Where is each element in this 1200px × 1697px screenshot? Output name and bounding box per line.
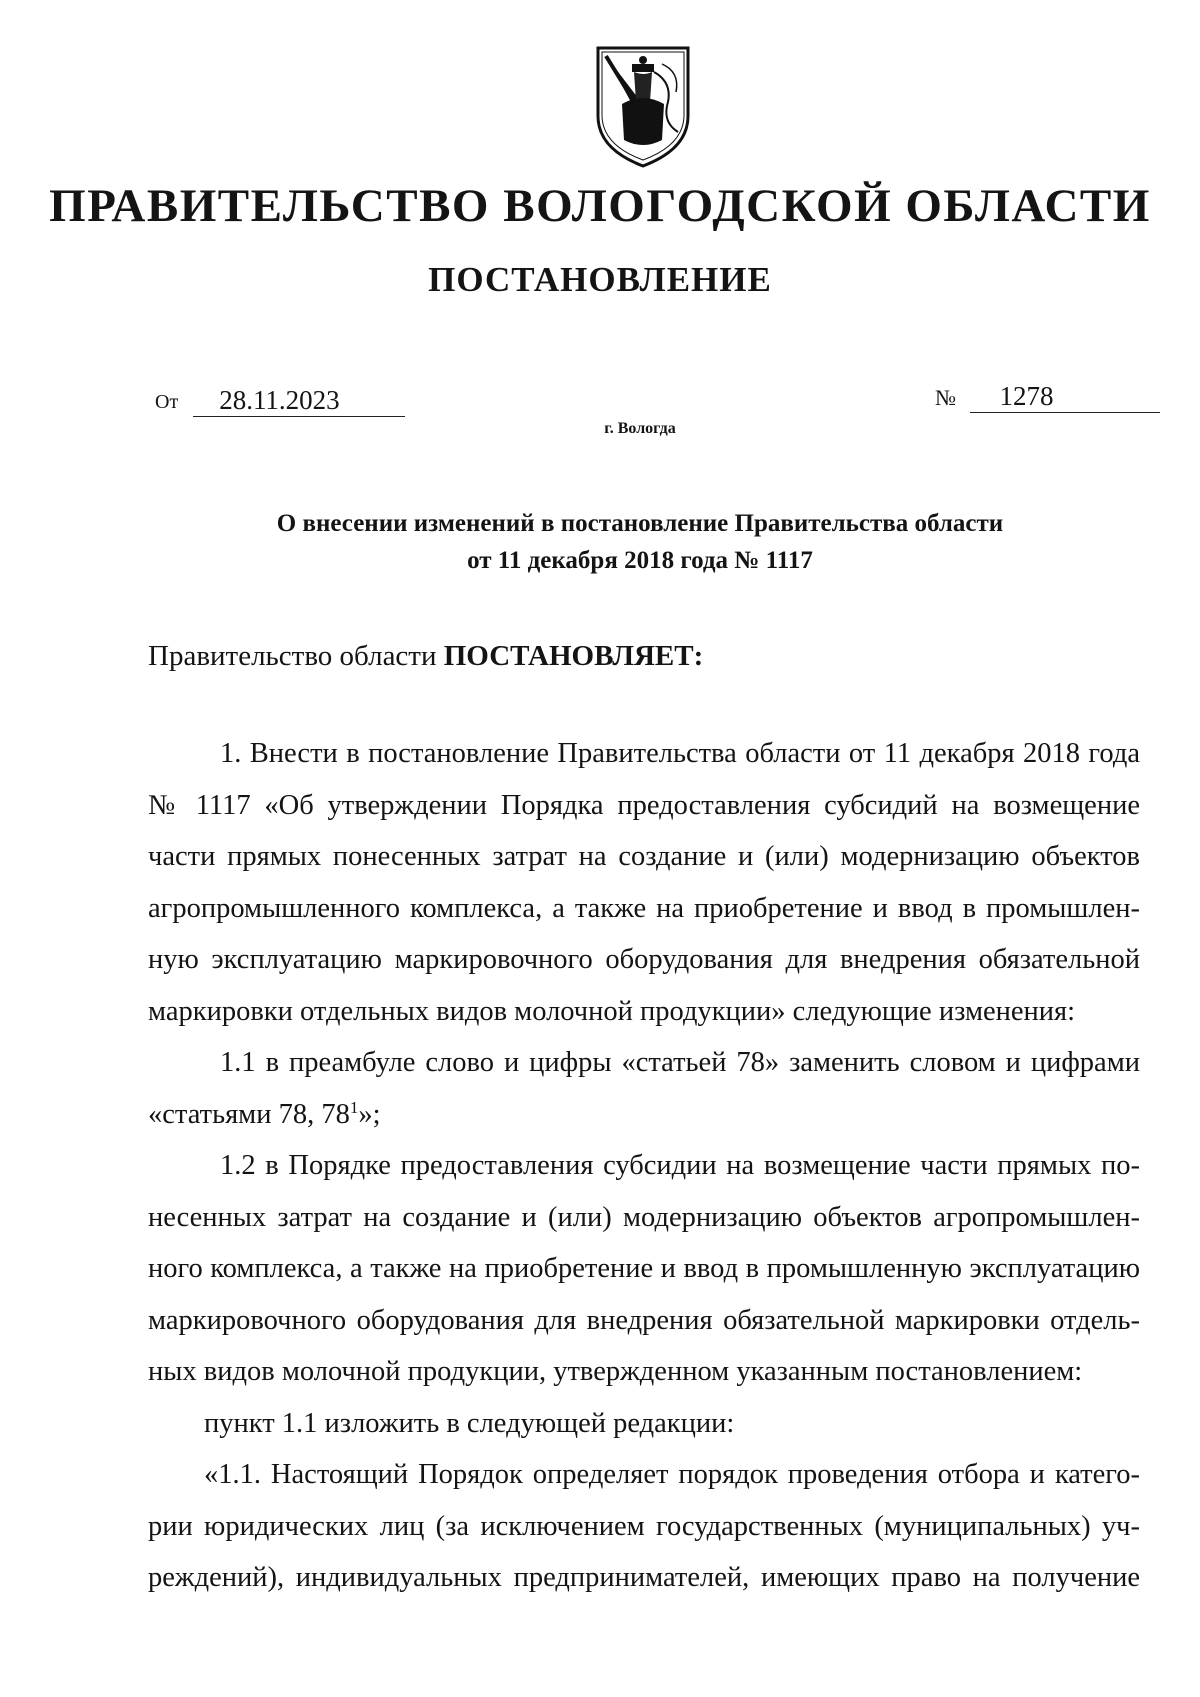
body-line: реждений), индивидуальных предпринимателей, имеющих право на получение	[148, 1562, 1140, 1593]
body-text-fragment: «статьями 78, 78	[148, 1098, 350, 1130]
body-line: части прямых понесенных затрат на создание и (или) модернизацию объектов	[148, 841, 1140, 872]
government-title: ПРАВИТЕЛЬСТВО ВОЛОГОДСКОЙ ОБЛАСТИ	[49, 180, 1151, 232]
body-line-with-superscript	[148, 1089, 1140, 1141]
body-line: 1.1 в преамбуле слово и цифры «статьей 78» заменить словом и цифрами	[220, 1047, 1140, 1078]
body-line: несенных затрат на создание и (или) модернизацию объектов агропромышлен-	[148, 1201, 1140, 1233]
subject-line-2: от 11 декабря 2018 года № 1117	[467, 547, 813, 574]
body-line: 1.2 в Порядке предоставления субсидии на возмещение части прямых по-	[220, 1150, 1140, 1181]
preamble-text: Правительство области	[148, 640, 444, 672]
preamble	[148, 636, 703, 676]
body-line: № 1117 «Об утверждении Порядка предоставления субсидий на возмещение	[148, 789, 1140, 821]
body-text-fragment: »;	[358, 1098, 381, 1130]
body-line: агропромышленного комплекса, а также на приобретение и ввод в промышлен-	[148, 892, 1140, 924]
document-subject	[0, 505, 1200, 579]
body-line: пункт 1.1 изложить в следующей редакции:	[204, 1407, 735, 1439]
date-line	[155, 384, 405, 417]
decree-word: ПОСТАНОВЛЯЕТ:	[443, 640, 704, 672]
body-line: ных видов молочной продукции, утвержденном указанным постановлением:	[148, 1356, 1083, 1387]
date-label: От	[155, 391, 179, 413]
body-line: ную эксплуатацию маркировочного оборудования для внедрения обязательной	[148, 944, 1140, 975]
coat-of-arms-emblem	[592, 42, 694, 170]
document-body	[148, 728, 1140, 1604]
number-field: 1278	[970, 380, 1160, 413]
city-label: г. Вологда	[604, 420, 676, 437]
body-line: «1.1. Настоящий Порядок определяет порядок проведения отбора и катего-	[204, 1459, 1140, 1490]
subject-line-1: О внесении изменений в постановление Правительства области	[276, 510, 1004, 537]
body-line: маркировки отдельных видов молочной продукции» следующие изменения:	[148, 995, 1076, 1027]
body-line: ного комплекса, а также на приобретение и ввод в промышленную эксплуатацию	[148, 1253, 1140, 1284]
number-line	[935, 380, 1160, 413]
number-label: №	[935, 385, 956, 410]
date-field: 28.11.2023	[193, 384, 405, 417]
superscript: 1	[349, 1097, 359, 1117]
body-line: маркировочного оборудования для внедрения обязательной маркировки отдель-	[148, 1304, 1140, 1336]
body-line: 1. Внести в постановление Правительства области от 11 декабря 2018 года	[220, 738, 1140, 769]
document-type-title: ПОСТАНОВЛЕНИЕ	[428, 260, 772, 299]
body-line: рии юридических лиц (за исключением государственных (муниципальных) уч-	[148, 1510, 1140, 1542]
